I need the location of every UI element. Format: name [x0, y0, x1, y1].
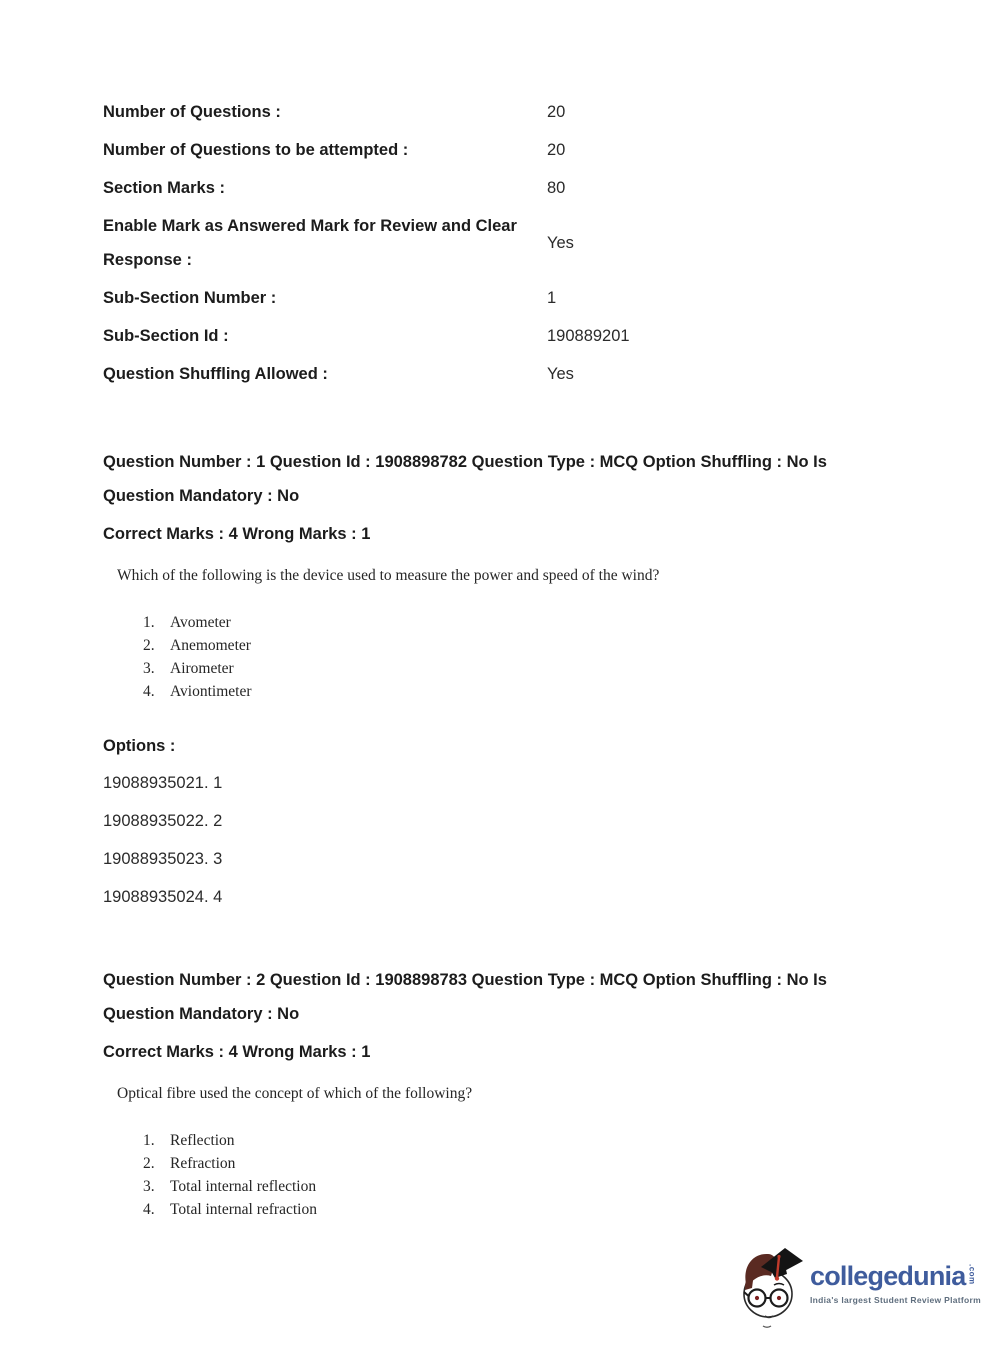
section-info-value: Yes	[547, 234, 574, 252]
choice-list	[103, 611, 933, 703]
question-text: Optical fibre used the concept of which of the following?	[117, 1085, 473, 1102]
choice-text: Anemometer	[170, 637, 251, 654]
question-header-line: Question Mandatory : No	[103, 487, 300, 505]
choice-number: 1.	[143, 614, 155, 631]
logo-tagline: India's largest Student Review Platform	[810, 1295, 982, 1305]
section-info-row	[103, 209, 933, 277]
exam-content	[103, 95, 933, 1221]
option-id: 19088935022. 2	[103, 812, 223, 830]
section-info-label: Enable Mark as Answered Mark for Review and Clear Response :	[103, 217, 517, 269]
section-info-value: 20	[547, 141, 566, 159]
choice-text: Reflection	[170, 1132, 235, 1149]
section-info-row	[103, 133, 933, 167]
section-info-row	[103, 319, 933, 353]
choice-item	[143, 1198, 933, 1221]
choice-list	[103, 1129, 933, 1221]
section-info-row	[103, 95, 933, 129]
question-marks: Correct Marks : 4 Wrong Marks : 1	[103, 1043, 371, 1061]
collegedunia-mascot-icon	[740, 1244, 804, 1330]
question-list	[103, 445, 933, 1221]
choice-number: 2.	[143, 637, 155, 654]
choice-number: 4.	[143, 683, 155, 700]
logo-word-row	[810, 1262, 981, 1290]
section-info-label: Sub-Section Id :	[103, 327, 229, 345]
choice-item	[143, 1175, 933, 1198]
question-header-line: Question Mandatory : No	[103, 1005, 300, 1023]
section-info-label: Section Marks :	[103, 179, 225, 197]
choice-item	[143, 634, 933, 657]
choice-item	[143, 1129, 933, 1152]
section-info-row	[103, 357, 933, 391]
choice-text: Airometer	[170, 660, 234, 677]
choice-number: 1.	[143, 1132, 155, 1149]
section-info-value: 190889201	[547, 327, 630, 345]
choice-text: Refraction	[170, 1155, 236, 1172]
section-info-label: Question Shuffling Allowed :	[103, 365, 328, 383]
choice-item	[143, 657, 933, 680]
option-id: 19088935021. 1	[103, 774, 223, 792]
options-label: Options :	[103, 737, 176, 755]
choice-number: 2.	[143, 1155, 155, 1172]
choice-number: 4.	[143, 1201, 155, 1218]
question-header-line: Question Number : 1 Question Id : 1908898782 Question Type : MCQ Option Shuffling : No Is	[103, 453, 827, 471]
logo-domain-suffix: .com	[967, 1264, 977, 1285]
section-info-label: Number of Questions :	[103, 103, 281, 121]
section-info-label: Number of Questions to be attempted :	[103, 141, 409, 159]
choice-item	[143, 680, 933, 703]
option-id: 19088935023. 3	[103, 850, 223, 868]
choice-number: 3.	[143, 660, 155, 677]
section-info-row	[103, 281, 933, 315]
question-text: Which of the following is the device used to measure the power and speed of the wind?	[117, 567, 660, 584]
option-id: 19088935024. 4	[103, 888, 223, 906]
question-block	[103, 445, 933, 914]
section-info	[103, 95, 933, 391]
section-info-label: Sub-Section Number :	[103, 289, 277, 307]
question-header	[103, 445, 933, 513]
section-info-value: 80	[547, 179, 566, 197]
logo-text-column	[810, 1244, 981, 1305]
question-header	[103, 963, 933, 1031]
collegedunia-logo[interactable]	[740, 1244, 981, 1330]
choice-text: Total internal reflection	[170, 1178, 317, 1195]
choice-item	[143, 1152, 933, 1175]
section-info-value: 20	[547, 103, 566, 121]
question-marks: Correct Marks : 4 Wrong Marks : 1	[103, 525, 371, 543]
logo-wordmark: collegedunia	[810, 1261, 966, 1291]
section-info-value: 1	[547, 289, 557, 307]
question-header-line: Question Number : 2 Question Id : 1908898783 Question Type : MCQ Option Shuffling : No Is	[103, 971, 827, 989]
section-info-row	[103, 171, 933, 205]
choice-item	[143, 611, 933, 634]
choice-text: Avometer	[170, 614, 231, 631]
question-block	[103, 963, 933, 1221]
section-info-value: Yes	[547, 365, 574, 383]
choice-text: Total internal refraction	[170, 1201, 317, 1218]
option-ids	[103, 766, 933, 914]
choice-text: Aviontimeter	[170, 683, 252, 700]
choice-number: 3.	[143, 1178, 155, 1195]
